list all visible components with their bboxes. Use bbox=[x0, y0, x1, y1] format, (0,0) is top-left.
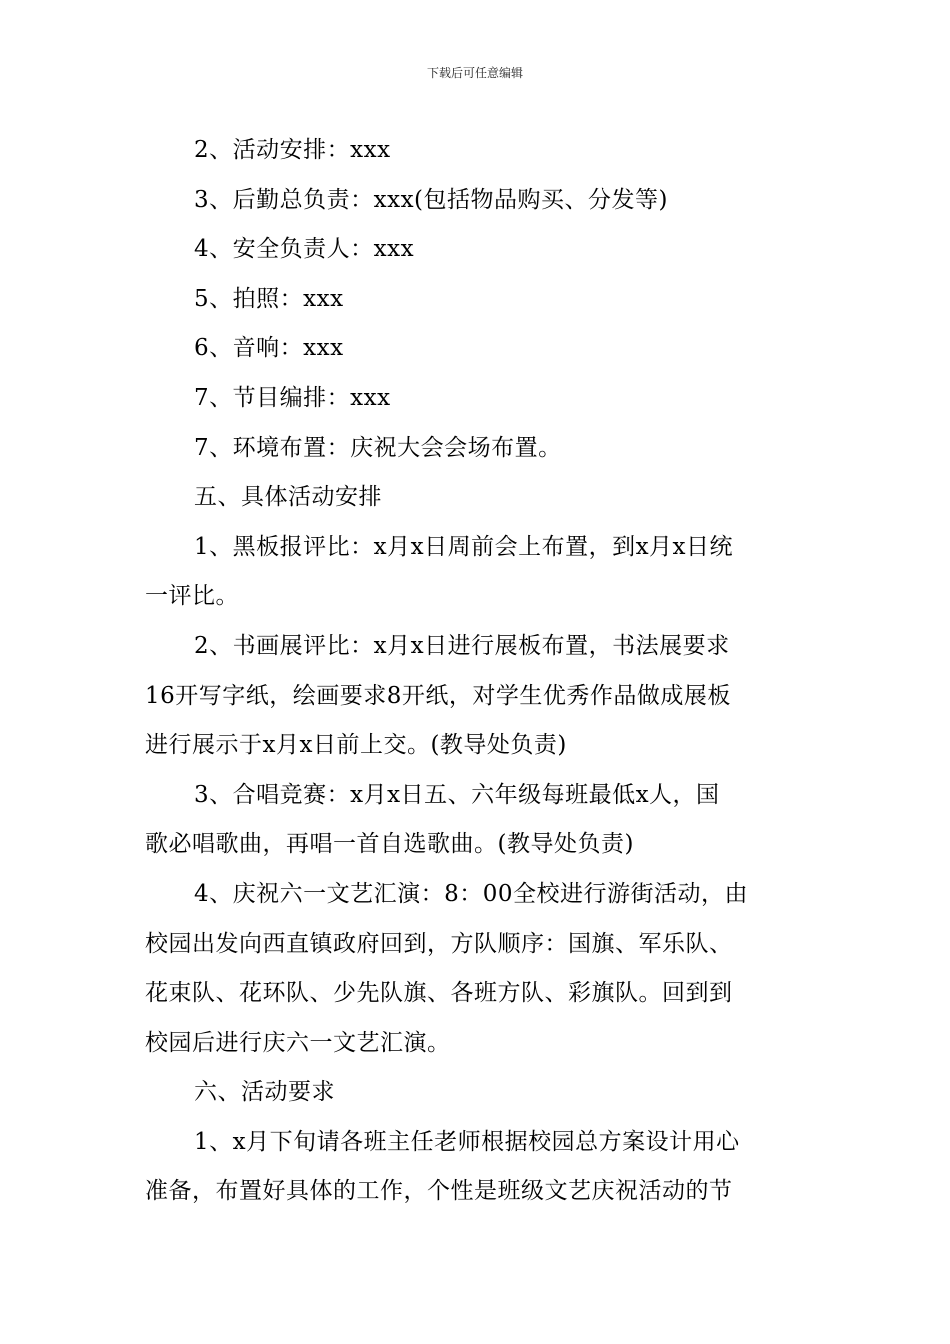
text-line: 2、活动安排：xxx bbox=[194, 137, 391, 163]
text-line: 6、音响：xxx bbox=[194, 335, 344, 362]
section-heading: 六、活动要求 bbox=[194, 1079, 335, 1106]
text-line: 2、书画展评比：x月x日进行展板布置，书法展要求 bbox=[194, 632, 730, 659]
document-body bbox=[145, 126, 807, 1217]
text-line: 准备，布置好具体的工作，个性是班级文艺庆祝活动的节 bbox=[145, 1178, 733, 1205]
text-line: 5、拍照：xxx bbox=[194, 285, 344, 312]
text-line: 校园后进行庆六一文艺汇演。 bbox=[145, 1029, 451, 1056]
text-line: 歌必唱歌曲，再唱一首自选歌曲。(教导处负责) bbox=[145, 831, 634, 858]
text-line: 3、后勤总负责：xxx(包括物品购买、分发等) bbox=[194, 186, 668, 213]
text-line: 校园出发向西直镇政府回到，方队顺序：国旗、军乐队、 bbox=[145, 930, 733, 957]
text-line: 进行展示于x月x日前上交。(教导处负责) bbox=[145, 732, 567, 759]
text-line: 16开写字纸，绘画要求8开纸，对学生优秀作品做成展板 bbox=[145, 682, 731, 709]
text-line: 7、节目编排：xxx bbox=[194, 384, 391, 411]
text-line: 花束队、花环队、少先队旗、各班方队、彩旗队。回到到 bbox=[145, 980, 733, 1007]
section-heading: 五、具体活动安排 bbox=[194, 484, 382, 511]
page-header: 下载后可任意编辑 bbox=[426, 66, 523, 80]
text-line: 一评比。 bbox=[145, 583, 239, 610]
text-line: 1、x月下旬请各班主任老师根据校园总方案设计用心 bbox=[194, 1128, 740, 1155]
text-line: 7、环境布置：庆祝大会会场布置。 bbox=[194, 434, 562, 461]
text-line: 1、黑板报评比：x月x日周前会上布置，到x月x日统 bbox=[194, 533, 734, 560]
text-line: 4、庆祝六一文艺汇演：8：00全校进行游街活动，由 bbox=[194, 880, 749, 907]
text-line: 3、合唱竞赛：x月x日五、六年级每班最低x人，国 bbox=[194, 781, 720, 808]
text-line: 4、安全负责人：xxx bbox=[194, 236, 415, 263]
